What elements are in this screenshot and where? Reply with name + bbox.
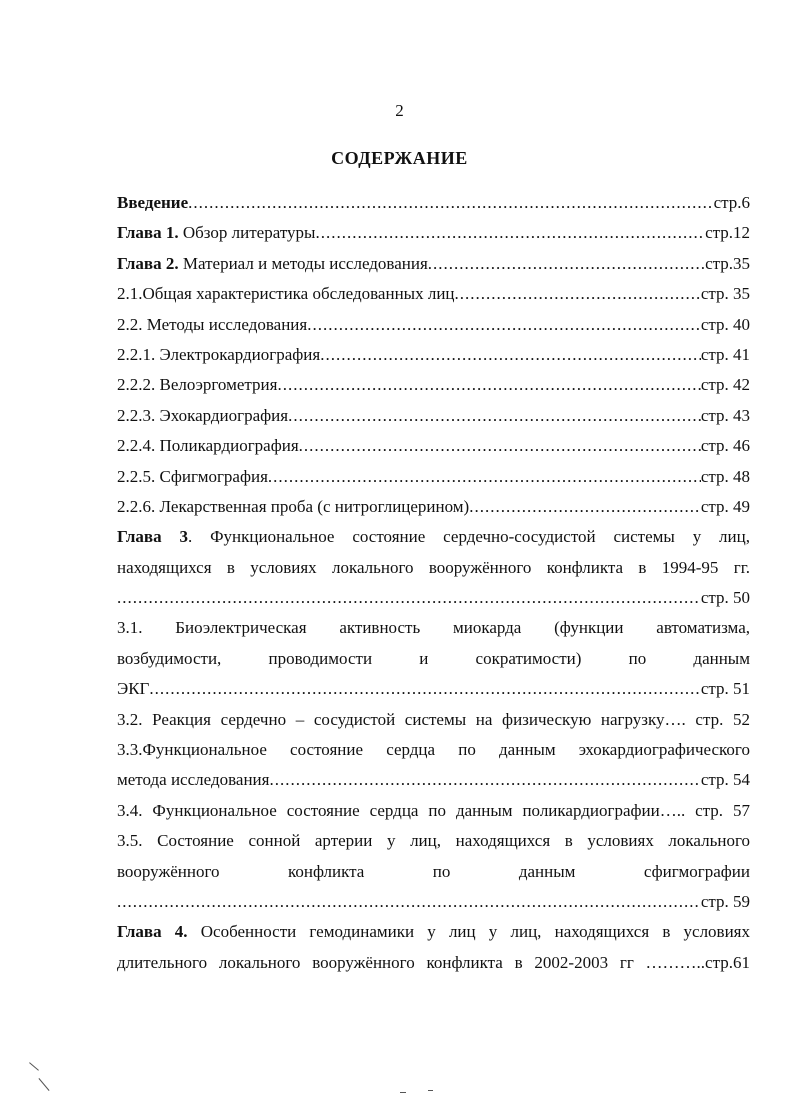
toc-entry-chapter-3-line2: находящихся в условиях локального вооружённого конфликта в 1994-95 гг. bbox=[117, 557, 750, 577]
toc-entry-2-2-2[interactable] bbox=[117, 370, 750, 400]
scan-mark bbox=[29, 1062, 39, 1070]
toc-entry-2-1[interactable] bbox=[117, 279, 750, 309]
leader-dots bbox=[117, 583, 701, 613]
toc-entry-chapter-1[interactable] bbox=[117, 218, 750, 248]
toc-entry-page: стр. 41 bbox=[700, 344, 750, 364]
leader-dots bbox=[455, 279, 701, 309]
toc-entry-text: . Функциональное состояние сердечно-сосудистой системы у лиц, bbox=[187, 527, 750, 547]
toc-entry-page: стр. 42 bbox=[700, 375, 750, 395]
toc-entry-text: 2.2.5. Сфигмография bbox=[117, 466, 268, 486]
toc-entry-page: стр.6 bbox=[713, 193, 750, 212]
scan-mark bbox=[38, 1078, 49, 1091]
toc-entry-chapter-3-page-line[interactable] bbox=[117, 583, 750, 613]
toc-entry-text: Особенности гемодинамики у лиц у лиц, находящихся в условиях bbox=[187, 922, 750, 942]
toc-entry-page: стр. 48 bbox=[700, 466, 750, 486]
toc-entry-bold: Глава 2. bbox=[117, 253, 179, 273]
toc-entry-page: стр. 50 bbox=[700, 588, 750, 608]
toc-entry-bold: Глава 4. bbox=[117, 922, 188, 942]
toc-entry-text: Материал и методы исследования bbox=[178, 253, 428, 273]
toc-entry-text: метода исследования bbox=[117, 770, 270, 790]
toc-entry-bold: Введение bbox=[117, 193, 189, 212]
toc-entry-2-2-4[interactable] bbox=[117, 431, 750, 461]
toc-entry-chapter-3-line1[interactable] bbox=[117, 522, 750, 552]
toc-entry-page: стр. 51 bbox=[700, 679, 750, 699]
leader-dots bbox=[269, 765, 700, 795]
leader-dots bbox=[299, 431, 701, 461]
toc-entry-3-1-line2: возбудимости, проводимости и сократимости) по данным bbox=[117, 648, 750, 668]
page-number: 2 bbox=[395, 101, 404, 120]
toc-entry-bold: Глава 1. bbox=[117, 223, 179, 243]
page-title: СОДЕРЖАНИЕ bbox=[331, 148, 468, 168]
leader-dots bbox=[277, 370, 700, 400]
leader-dots bbox=[149, 674, 700, 704]
toc-entry-3-3-line2[interactable] bbox=[117, 765, 750, 795]
toc-entry-text: Обзор литературы bbox=[178, 223, 316, 243]
toc-entry-3-4[interactable]: 3.4. Функциональное состояние сердца по данным поликардиографии….. стр. 57 bbox=[117, 800, 750, 820]
scan-mark bbox=[428, 1090, 433, 1091]
leader-dots bbox=[320, 340, 701, 370]
toc-entry-page: стр. 49 bbox=[700, 496, 750, 516]
toc-entry-chapter-2[interactable] bbox=[117, 249, 750, 279]
toc-entry-text: 2.2.1. Электрокардиография bbox=[117, 344, 321, 364]
leader-dots bbox=[268, 462, 701, 492]
toc-entry-text: 2.1.Общая характеристика обследованных лиц bbox=[117, 284, 455, 304]
toc-entry-bold: Глава 3 bbox=[117, 527, 188, 547]
toc-entry-page: стр. 59 bbox=[700, 891, 750, 911]
toc-entry-introduction[interactable] bbox=[117, 188, 750, 218]
toc-entry-2-2-5[interactable] bbox=[117, 462, 750, 492]
leader-dots bbox=[117, 887, 701, 917]
leader-dots bbox=[188, 188, 713, 218]
toc-entry-2-2[interactable] bbox=[117, 310, 750, 340]
toc-entry-chapter-4-line1[interactable] bbox=[117, 917, 750, 947]
toc-entry-page: стр.12 bbox=[705, 223, 750, 243]
scan-mark bbox=[400, 1092, 406, 1093]
toc-entry-3-5-line2: вооружённого конфликта по данным сфигмографии bbox=[117, 861, 750, 881]
table-of-contents bbox=[117, 188, 750, 978]
toc-entry-page: стр. 35 bbox=[700, 284, 750, 304]
toc-entry-3-5-line1[interactable]: 3.5. Состояние сонной артерии у лиц, находящихся в условиях локального bbox=[117, 831, 750, 851]
toc-entry-2-2-6[interactable] bbox=[117, 492, 750, 522]
toc-entry-text: ЭКГ bbox=[117, 679, 150, 699]
toc-entry-page: стр. 40 bbox=[700, 314, 750, 334]
toc-entry-text: 2.2.4. Поликардиография bbox=[117, 436, 299, 456]
toc-entry-chapter-4-line2[interactable]: длительного локального вооружённого конфликта в 2002-2003 гг ………..стр.61 bbox=[117, 952, 750, 972]
toc-entry-page: стр. 43 bbox=[700, 405, 750, 425]
toc-entry-page: стр. 54 bbox=[700, 770, 750, 790]
toc-entry-3-1-line1[interactable]: 3.1. Биоэлектрическая активность миокарда (функции автоматизма, bbox=[117, 618, 750, 638]
leader-dots bbox=[469, 492, 701, 522]
toc-entry-text: 2.2.3. Эхокардиография bbox=[117, 405, 289, 425]
leader-dots bbox=[307, 310, 701, 340]
toc-entry-2-2-3[interactable] bbox=[117, 401, 750, 431]
toc-entry-page: стр. 46 bbox=[700, 436, 750, 456]
leader-dots bbox=[428, 249, 705, 279]
toc-entry-page: стр.35 bbox=[705, 253, 750, 273]
toc-entry-text: 2.2.6. Лекарственная проба (с нитроглицерином) bbox=[117, 496, 470, 516]
toc-entry-text: 2.2.2. Велоэргометрия bbox=[117, 375, 278, 395]
toc-entry-3-3-line1[interactable]: 3.3.Функциональное состояние сердца по данным эхокардиографического bbox=[117, 740, 750, 760]
leader-dots bbox=[315, 218, 705, 248]
toc-entry-3-2[interactable]: 3.2. Реакция сердечно – сосудистой системы на физическую нагрузку…. стр. 52 bbox=[117, 709, 750, 729]
toc-entry-3-5-page-line[interactable] bbox=[117, 887, 750, 917]
toc-entry-text: 2.2. Методы исследования bbox=[117, 314, 308, 334]
toc-entry-2-2-1[interactable] bbox=[117, 340, 750, 370]
leader-dots bbox=[288, 401, 701, 431]
toc-entry-3-1-line3[interactable] bbox=[117, 674, 750, 704]
